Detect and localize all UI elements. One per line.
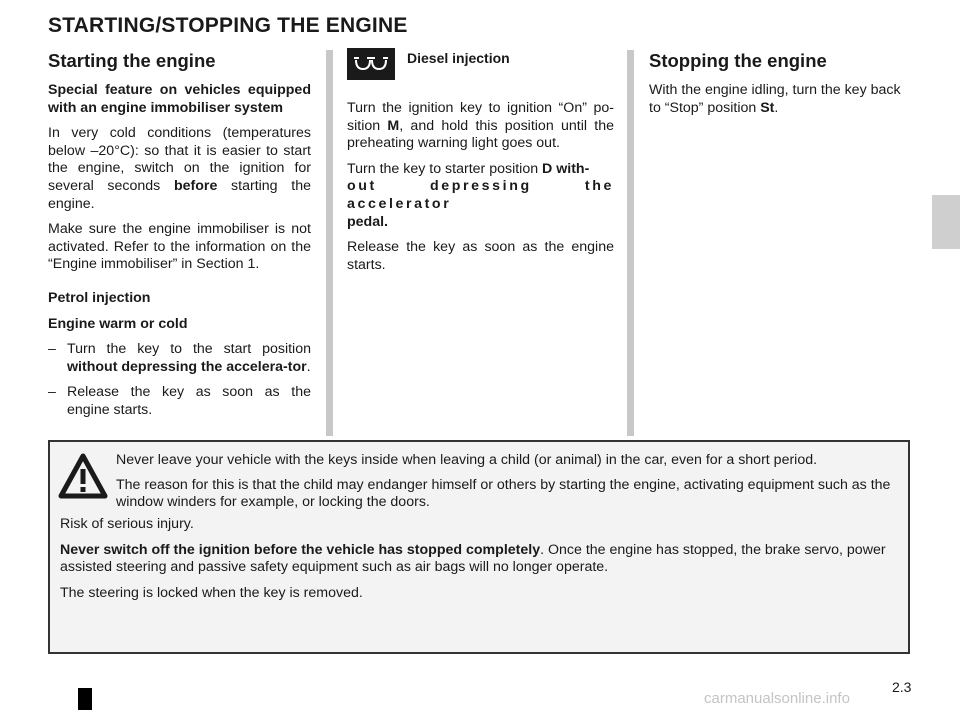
- diesel-release-text: Release the key as soon as the engine starts.: [347, 239, 614, 273]
- step-release-key: – Release the key as soon as the engine starts.: [48, 384, 311, 418]
- page-number: 2.3: [892, 679, 912, 695]
- watermark: carmanualsonline.info: [704, 690, 850, 707]
- petrol-injection-title: Petrol injection: [48, 289, 151, 306]
- column-divider: [326, 50, 333, 436]
- diesel-ignition-text: Turn the ignition key to ignition “On” po-sition M, and hold this position until the preheating warning light goes out.: [347, 100, 614, 152]
- warning-ignition-text: Never switch off the ignition before the vehicle has stopped completely. Once the engine has stopped, the brake servo, power assisted steering and passive safety equipment such as air bags will no longer operate.: [60, 541, 886, 576]
- column-divider: [627, 50, 634, 436]
- corner-mark: [78, 688, 92, 710]
- diesel-column: [347, 50, 614, 282]
- engine-state-title: Engine warm or cold: [48, 315, 188, 332]
- step-start-position: – Turn the key to the start position without depressing the accelera-tor.: [48, 341, 311, 375]
- diesel-injection-title: Diesel injection: [407, 50, 510, 66]
- warning-box: [48, 440, 910, 654]
- diesel-starter-text: Turn the key to starter position D with- out depressing the accelerator pedal.: [347, 160, 614, 230]
- immobiliser-text: Make sure the engine immobiliser is not activated. Refer to the information on the “Engine immobiliser” in Section 1.: [48, 221, 311, 273]
- stopping-heading: Stopping the engine: [649, 50, 827, 71]
- cold-conditions-text: In very cold conditions (temperatures below –20°C): so that it is easier to start the engine, switch on the ignition for several seconds before starting the engine.: [48, 125, 311, 212]
- warning-risk-text: Risk of serious injury.: [60, 516, 194, 532]
- warning-steering-text: The steering is locked when the key is removed.: [60, 584, 363, 601]
- special-feature-text: Special feature on vehicles equipped with an engine immobiliser system: [48, 82, 311, 116]
- stopping-text: With the engine idling, turn the key back to “Stop” position St.: [649, 82, 901, 116]
- stopping-column: [649, 50, 914, 125]
- page-title: STARTING/STOPPING THE ENGINE: [48, 14, 408, 37]
- section-thumb-tab: [932, 195, 960, 249]
- warning-reason-text: The reason for this is that the child may endanger himself or others by starting the engine, activating equipment such as the window winders for example, or locking the doors.: [116, 476, 891, 511]
- warning-keys-text: Never leave your vehicle with the keys inside when leaving a child (or animal) in the car, even for a short period.: [116, 452, 818, 468]
- starting-heading: Starting the engine: [48, 50, 216, 71]
- warning-triangle-icon: [58, 452, 108, 502]
- glow-plug-icon: [347, 48, 395, 80]
- starting-column: [48, 50, 311, 428]
